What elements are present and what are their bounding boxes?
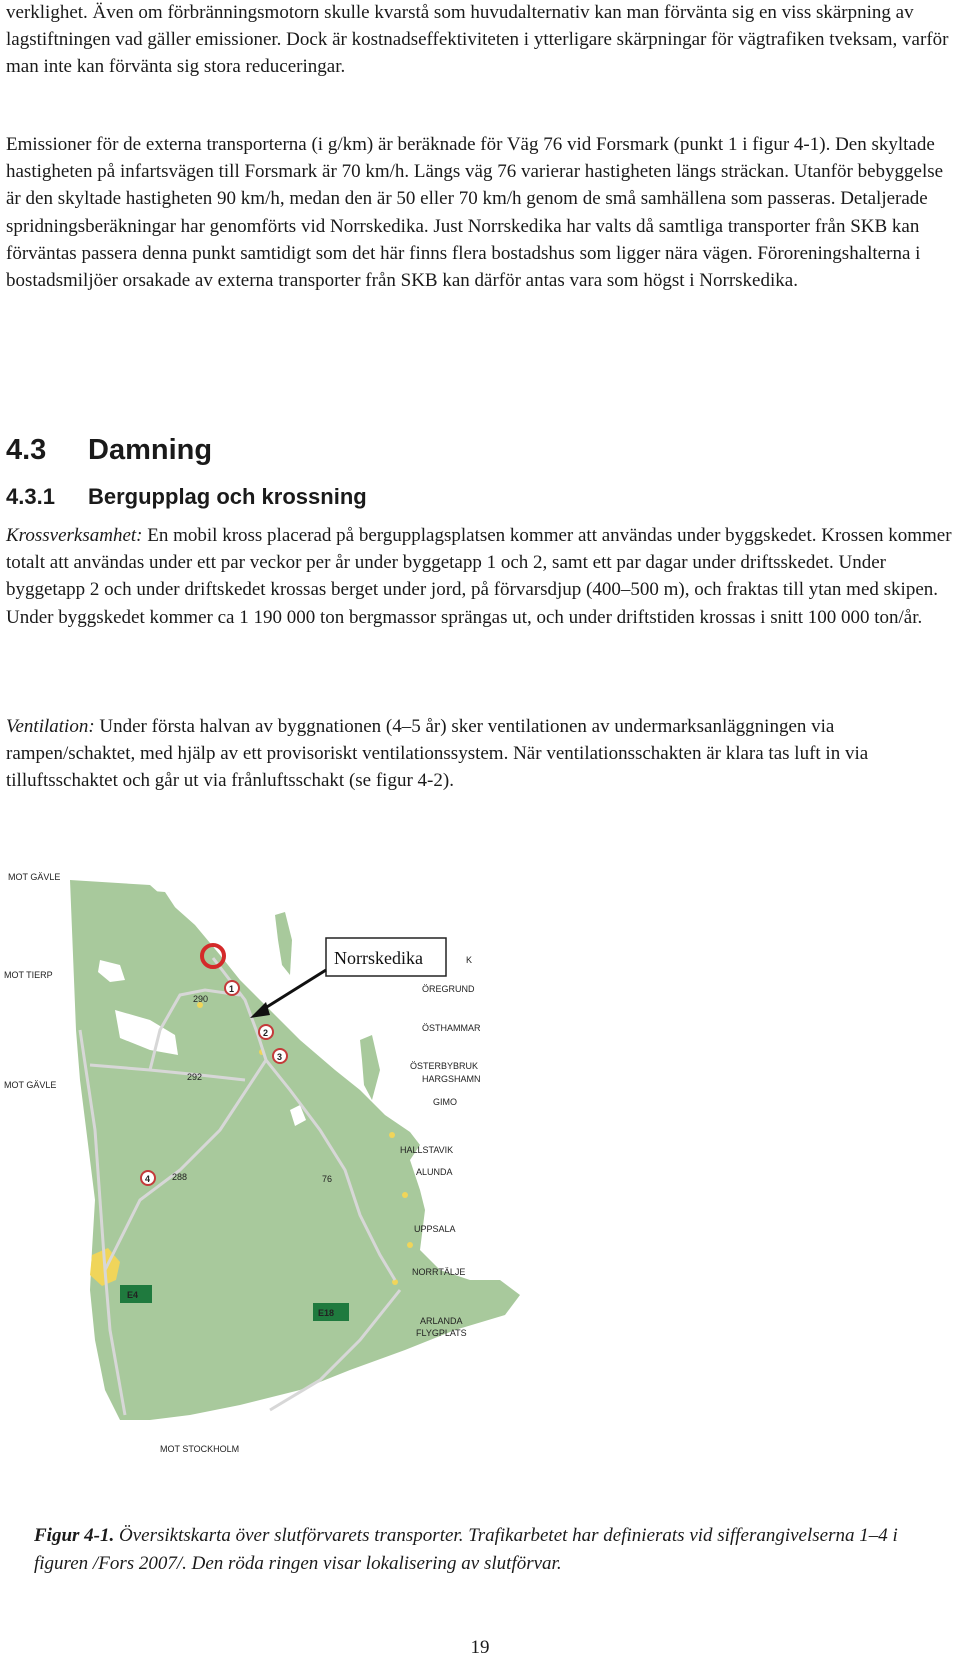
- callout-arrow: [262, 970, 326, 1010]
- section-heading: [6, 434, 212, 467]
- place-arlanda: ARLANDA: [420, 1316, 463, 1326]
- overview-map: [0, 870, 960, 1460]
- place-hargshamn: HARGSHAMN: [422, 1074, 481, 1084]
- crushing-text: En mobil kross placerad på bergupplagsplatsen kommer att användas under byggskedet. Krossen kommer totalt att användas under ett par veckor per år under byggetapp 1 och 2, samt ett par dagar under driftsskedet. Under byggetapp 2 och under driftskedet krossas berget under jord, på förvarsdjup (400–500 m), och fraktas till ytan med skipen. Under byggskedet kommer ca 1 190 000 ton bergmassor sprängas ut, och under driftstiden krossas i snitt 100 000 ton/år.: [6, 525, 952, 628]
- place-osterbybruk: ÖSTERBYBRUK: [410, 1061, 479, 1071]
- section-title: Damning: [88, 434, 213, 466]
- place-hallstavik: HALLSTAVIK: [400, 1145, 454, 1155]
- place-osthammar: ÖSTHAMMAR: [422, 1023, 481, 1033]
- crushing-lead: Krossverksamhet:: [6, 525, 143, 546]
- figure-caption-text: Översiktskarta över slutförvarets transporter. Trafikarbetet har definierats vid sifferangivelserna 1–4 i figuren /Fors 2007/. Den röda ringen visar lokalisering av slutförvar.: [34, 1525, 898, 1574]
- map-island: [275, 912, 292, 975]
- place-uppsala: UPPSALA: [414, 1224, 456, 1234]
- ventilation-text: Under första halvan av byggnationen (4–5 år) sker ventilationen av undermarksanläggningen via rampen/schaktet, med hjälp av ett provisoriskt ventilationssystem. När ventilationsschakten är klara tas luft in via tilluftsschaktet och går ut via frånluftsschakt (se figur 4-2).: [6, 716, 869, 792]
- figure-label: Figur 4-1.: [34, 1525, 115, 1546]
- place-mot-stockholm: MOT STOCKHOLM: [160, 1444, 240, 1454]
- svg-text:2: 2: [263, 1028, 269, 1038]
- ventilation-lead: Ventilation:: [6, 716, 95, 737]
- callout-label: Norrskedika: [334, 948, 423, 968]
- callout-suffix: K: [466, 955, 473, 965]
- subsection-number: 4.3.1: [6, 484, 55, 509]
- shield-e4: [120, 1285, 152, 1303]
- road-label-288: 288: [172, 1172, 188, 1182]
- svg-text:E18: E18: [318, 1308, 335, 1318]
- place-gimo: GIMO: [433, 1097, 457, 1107]
- place-mot-gavle-top: MOT GÄVLE: [8, 872, 61, 882]
- svg-text:1: 1: [229, 984, 235, 994]
- point-1: [225, 981, 239, 995]
- town-dot: [389, 1132, 395, 1138]
- svg-text:4: 4: [145, 1174, 151, 1184]
- place-mot-tierp: MOT TIERP: [4, 970, 53, 980]
- town-dot: [407, 1242, 413, 1248]
- page-number: 19: [470, 1637, 490, 1658]
- road-label-76: 76: [322, 1174, 333, 1184]
- place-norrtalje: NORRTÄLJE: [412, 1267, 466, 1277]
- point-2: [259, 1025, 273, 1039]
- ventilation-paragraph: [6, 713, 952, 795]
- subsection-heading: [6, 484, 367, 510]
- svg-text:3: 3: [277, 1052, 283, 1062]
- town-dot: [402, 1192, 408, 1198]
- subsection-title: Bergupplag och krossning: [88, 484, 367, 509]
- place-alunda: ALUNDA: [416, 1167, 453, 1177]
- place-oregrund: ÖREGRUND: [422, 984, 475, 994]
- crushing-paragraph: [6, 522, 952, 631]
- road-label-292: 292: [187, 1072, 203, 1082]
- shield-e18: [313, 1303, 349, 1321]
- point-4: [141, 1171, 155, 1185]
- place-mot-gavle-left: MOT GÄVLE: [4, 1080, 57, 1090]
- point-3: [273, 1049, 287, 1063]
- svg-text:E4: E4: [127, 1290, 139, 1300]
- road-label-290: 290: [193, 994, 209, 1004]
- map-island: [360, 1035, 380, 1100]
- emissions-paragraph: Emissioner för de externa transporterna (i g/km) är beräknade för Väg 76 vid Forsmark (punkt 1 i figur 4-1). Den skyltade hastigheten på infartsvägen till Forsmark är 70 km/h. Längs väg 76 varierar hastigheten längs sträckan. Utanför bebyggelse är den skyltade hastigheten 90 km/h, medan den är 50 eller 70 km/h genom de små samhällena som passeras. Detaljerade spridningsberäkningar har genomförts vid Norrskedika. Just Norrskedika har valts då samtliga transporter från SKB kan förväntas passera denna punkt samtidigt som det här finns flera bostadshus som ligger nära vägen. Föroreningshalterna i bostadsmiljöer orsakade av externa transporter från SKB kan därför antas vara som högst i Norrskedika.: [6, 134, 944, 292]
- place-flygplats: FLYGPLATS: [416, 1328, 467, 1338]
- section-number: 4.3: [6, 434, 47, 466]
- figure-caption: [34, 1522, 934, 1578]
- intro-paragraph: verklighet. Även om förbränningsmotorn skulle kvarstå som huvudalternativ kan man förvänta sig en viss skärpning av lagstiftningen vad gäller emissioner. Dock är kostnadseffektiviteten i ytterligare skärpningar för vägtrafiken tveksam, varför man inte kan förvänta sig stora reduceringar.: [6, 2, 949, 78]
